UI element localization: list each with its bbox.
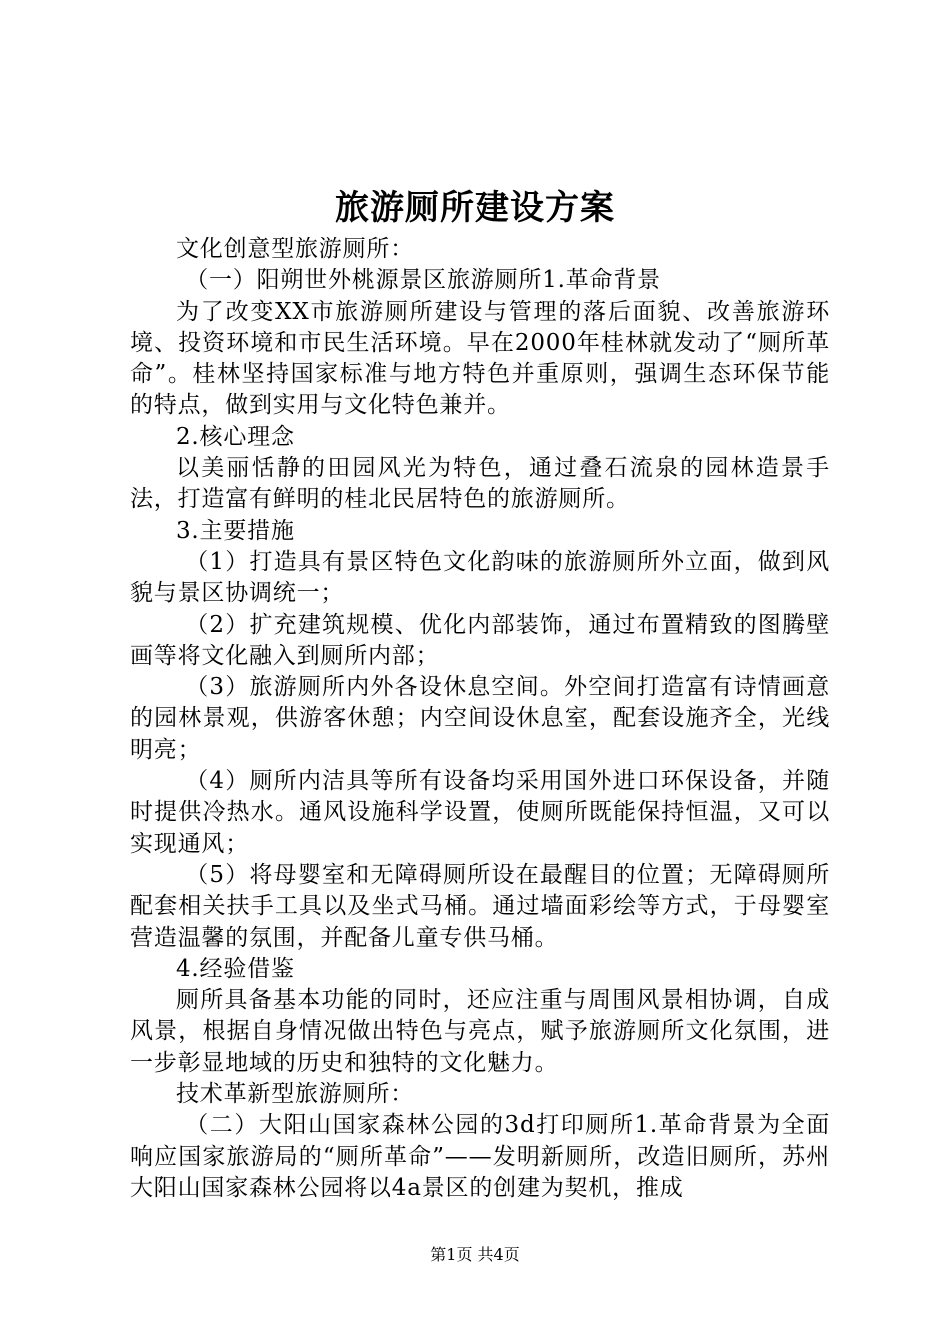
paragraph-measure-2: （2）扩充建筑规模、优化内部装饰，通过布置精致的图腾壁画等将文化融入到厕所内部；: [130, 611, 830, 669]
paragraph-yangshuo-heading: （一）阳朔世外桃源景区旅游厕所1.革命背景: [185, 267, 661, 294]
paragraph-measure-1: （1）打造具有景区特色文化韵味的旅游厕所外立面，做到风貌与景区协调统一；: [130, 548, 830, 607]
paragraph-experience-heading: 4.经验借鉴: [176, 955, 295, 982]
paragraph-core-concept: 以美丽恬静的田园风光为特色，通过叠石流泉的园林造景手法，打造富有鲜明的桂北民居特色的旅游厕所。: [130, 455, 830, 513]
document-body: [130, 234, 830, 1204]
paragraph-core-concept-heading: 2.核心理念: [176, 423, 295, 450]
paragraph-section-heading-technical: 技术革新型旅游厕所：: [176, 1081, 414, 1108]
document-title: 旅游厕所建设方案: [335, 188, 615, 228]
paragraph-background: 为了改变XX市旅游厕所建设与管理的落后面貌、改善旅游环境、投资环境和市民生活环境。早在2000年桂林就发动了“厕所革命”。桂林坚持国家标准与地方特色并重原则，强调生态环保节能的特点，做到实用与文化特色兼并。: [130, 298, 830, 419]
paragraph-measure-4: （4）厕所内洁具等所有设备均采用国外进口环保设备，并随时提供冷热水。通风设施科学设置，使厕所既能保持恒温，又可以实现通风；: [130, 768, 830, 857]
paragraph-experience: 厕所具备基本功能的同时，还应注重与周围风景相协调，自成风景，根据自身情况做出特色与亮点，赋予旅游厕所文化氛围，进一步彰显地域的历史和独特的文化魅力。: [130, 987, 830, 1076]
paragraph-measures-heading: 3.主要措施: [176, 517, 295, 544]
paragraph-dayangshan: （二）大阳山国家森林公园的3d打印厕所1.革命背景为全面响应国家旅游局的“厕所革命”——发明新厕所，改造旧厕所，苏州大阳山国家森林公园将以4a景区的创建为契机，推成: [130, 1112, 830, 1201]
paragraph-section-heading-cultural: 文化创意型旅游厕所：: [176, 236, 414, 262]
page-number-footer: 第1页 共4页: [430, 1245, 520, 1264]
paragraph-measure-3: （3）旅游厕所内外各设休息空间。外空间打造富有诗情画意的园林景观，供游客休憩；内空间设休息室，配套设施齐全，光线明亮；: [130, 674, 830, 763]
paragraph-measure-5: （5）将母婴室和无障碍厕所设在最醒目的位置；无障碍厕所配套相关扶手工具以及坐式马桶。通过墙面彩绘等方式，于母婴室营造温馨的氛围，并配备儿童专供马桶。: [130, 861, 830, 951]
